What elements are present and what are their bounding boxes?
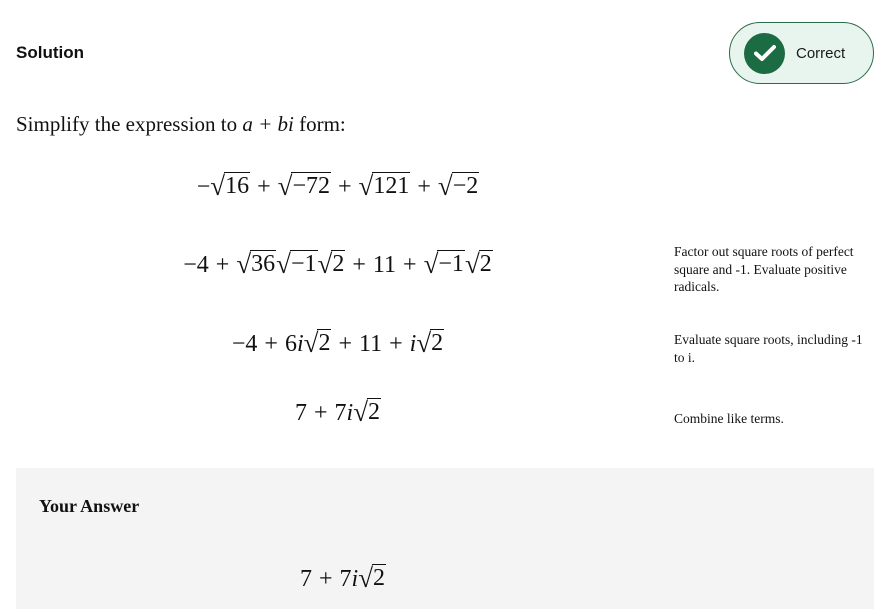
prompt-text-before: Simplify the expression to (16, 112, 238, 136)
problem-prompt (16, 112, 346, 137)
step-2-note: Factor out square roots of perfect square and -1. Evaluate positive radicals. (674, 244, 854, 294)
solution-step-2 (0, 250, 676, 279)
step-3-note: Evaluate square roots, including -1 to i. (674, 332, 863, 365)
step-expression: 7 + 7i √ 2 (294, 397, 381, 428)
step-expression: −4 + √ 36 √ −1 √ 2 + 11 + √ −1 √ 2 (183, 249, 492, 280)
step-expression: −4 + 6i √ 2 + 11 + i √ 2 (231, 328, 444, 359)
check-icon (744, 33, 785, 74)
step-4-note: Combine like terms. (674, 411, 784, 426)
status-badge (729, 22, 874, 84)
your-answer-panel (16, 468, 874, 609)
solution-step-4 (0, 398, 676, 427)
step-expression: − √ 16 + √ −72 + √ 121 + √ −2 (196, 171, 479, 202)
solution-step-1 (0, 172, 676, 201)
page-title: Solution (16, 43, 84, 62)
your-answer-title: Your Answer (39, 496, 140, 516)
your-answer-expression: 7 + 7i √ 2 (299, 563, 386, 594)
prompt-text-after: form: (299, 112, 346, 136)
prompt-math: a + bi (242, 112, 294, 136)
solution-step-3 (0, 329, 676, 358)
status-label: Correct (796, 44, 846, 62)
